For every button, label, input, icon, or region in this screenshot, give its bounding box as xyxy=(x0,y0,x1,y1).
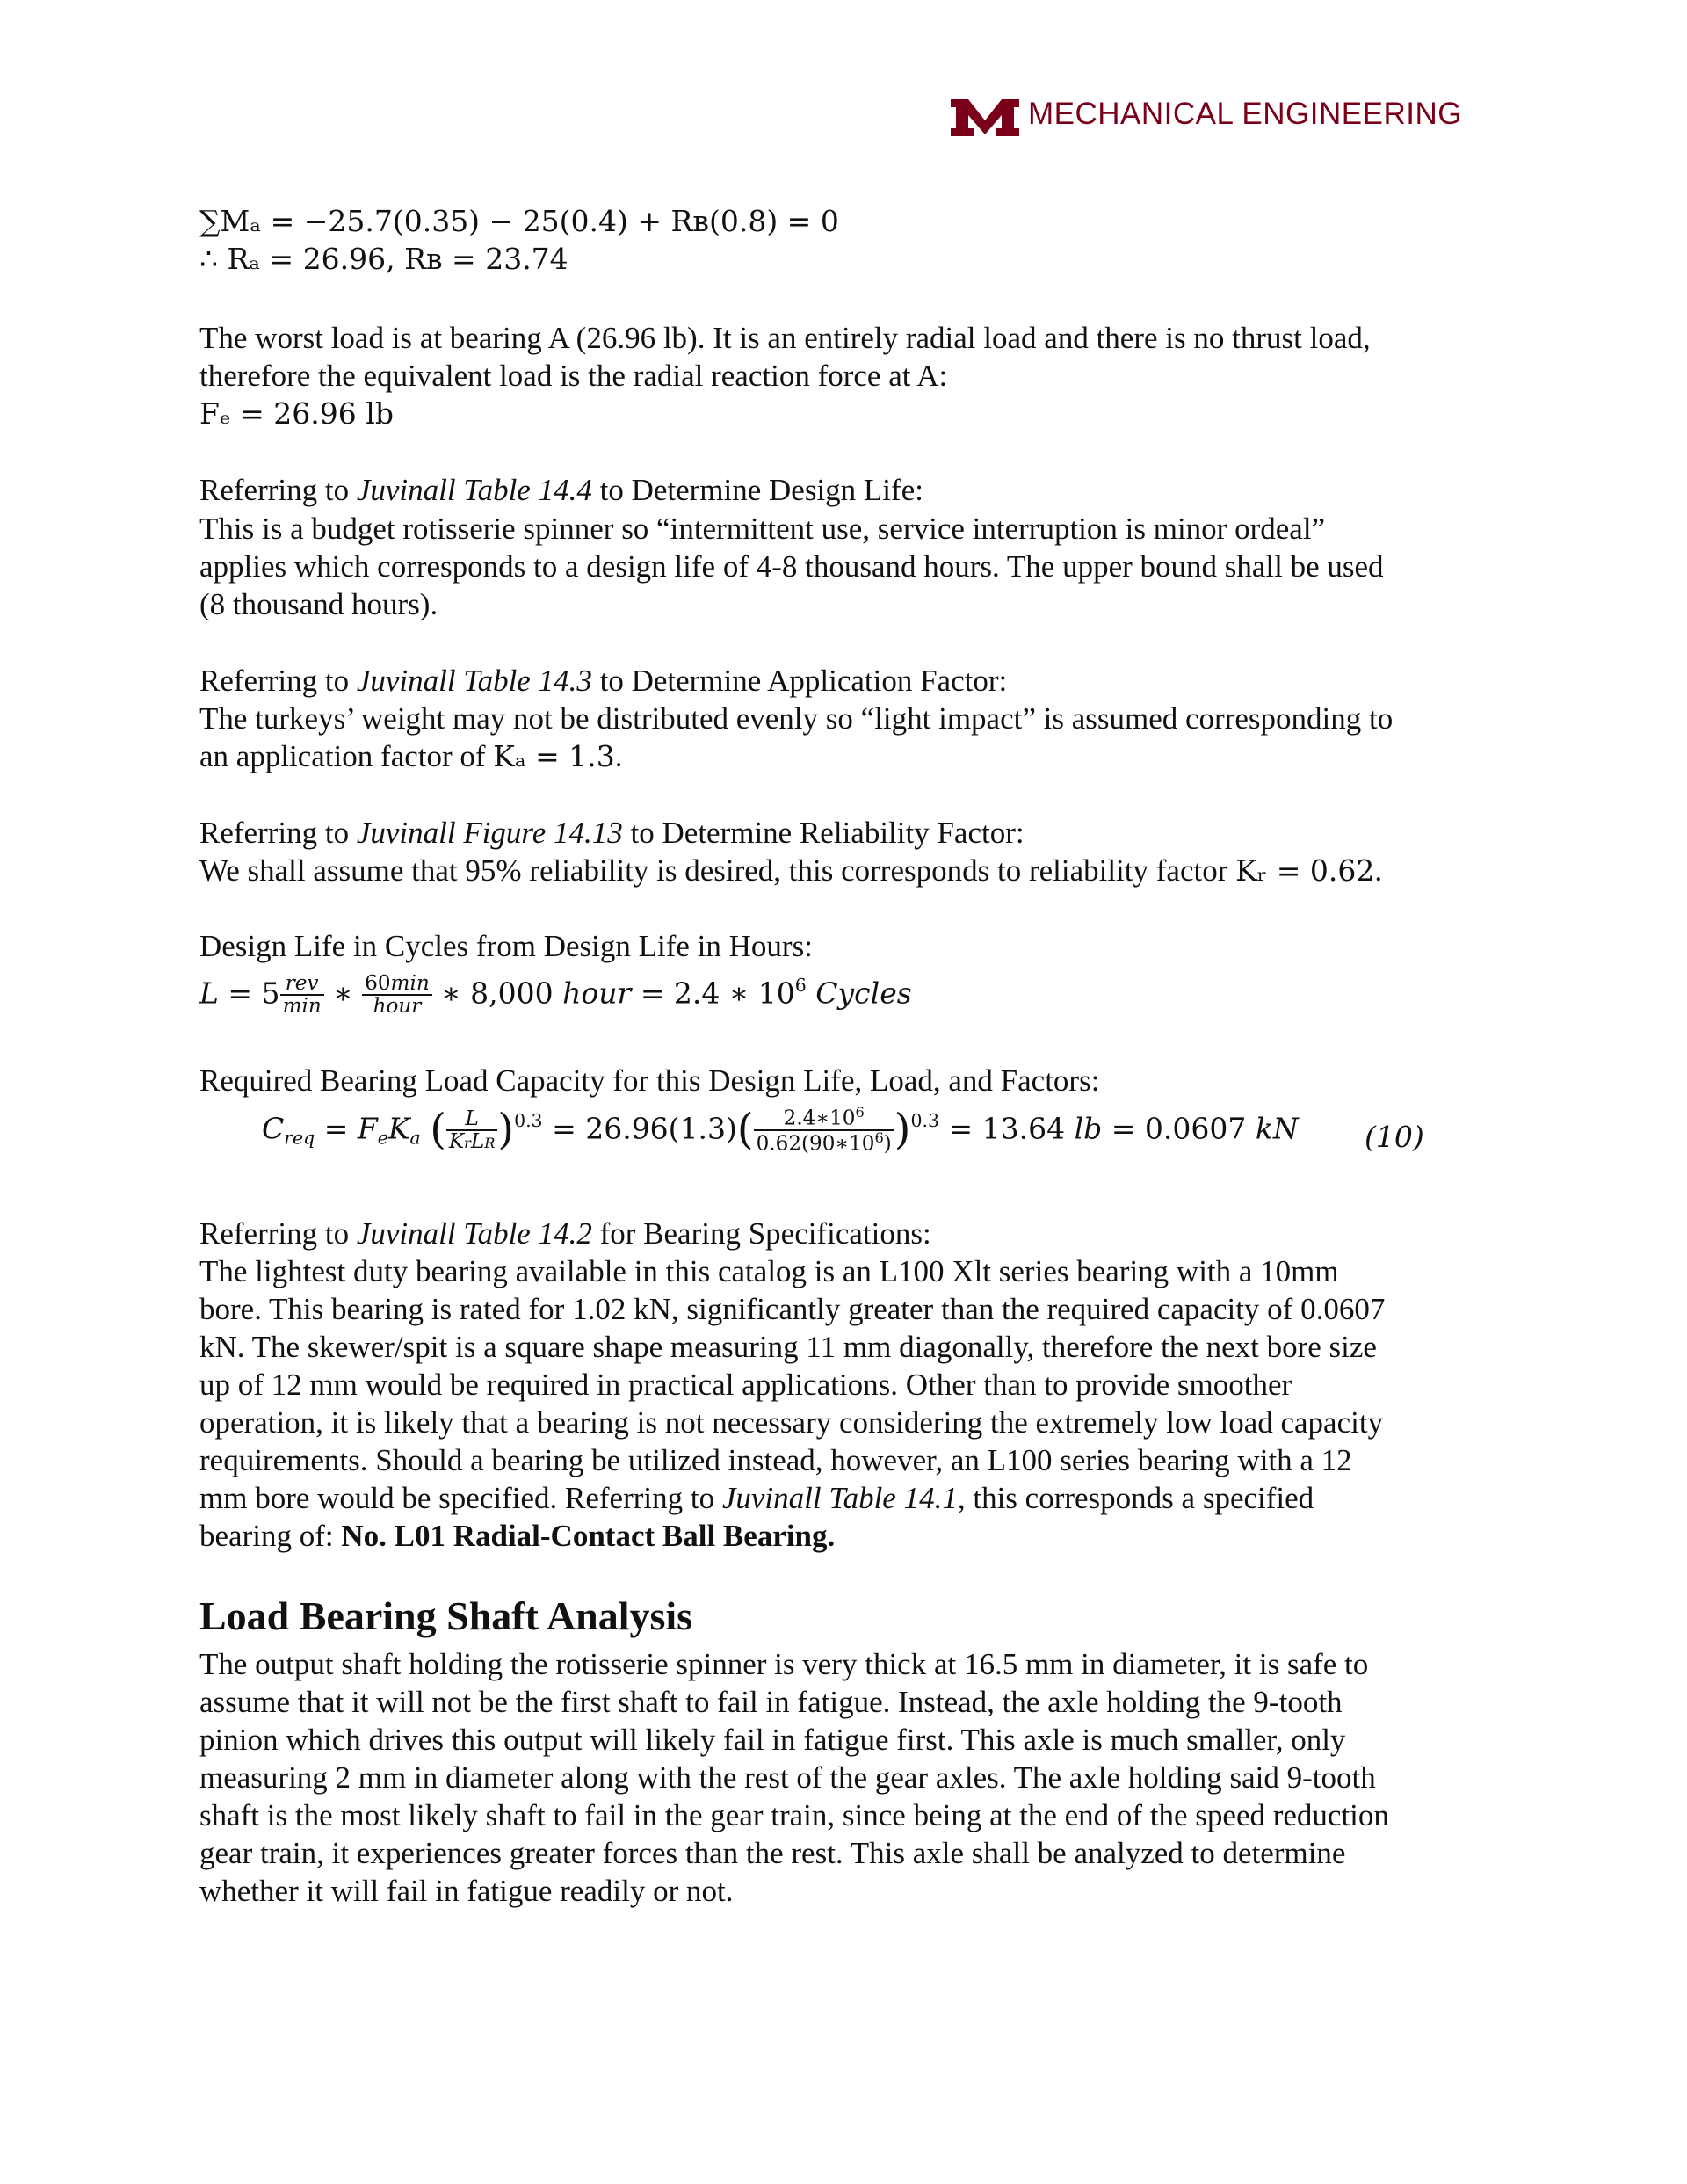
reliability-factor-math: Kᵣ = 0.62 xyxy=(1235,853,1375,888)
design-life-equation: L = 5 $\frac{\text{rev}}{\min}$ ∗ $\frac{60\min}{\text{hour}}$ ∗ 8,000 hour = 2.4 ∗ $10^6$ Cycles xyxy=(199,972,912,1019)
p6-title: Required Bearing Load Capacity for this Design Life, Load, and Factors: xyxy=(199,1063,1100,1098)
p5-title: Design Life in Cycles from Design Life in Hours: xyxy=(199,929,813,963)
text-span: bearing of: xyxy=(199,1519,342,1553)
p4-line-1 xyxy=(199,852,1382,889)
p7-line-3: kN. The skewer/spit is a square shape measuring 11 mm diagonally, therefore the next bore size xyxy=(199,1330,1377,1364)
reference-juvinall-table-14-3: Juvinall Table 14.3 xyxy=(356,664,592,698)
text-span: for Bearing Specifications: xyxy=(591,1216,931,1251)
section-line-5: shaft is the most likely shaft to fail in the gear train, since being at the end of the speed reduction xyxy=(199,1798,1389,1832)
text-span: . xyxy=(1374,853,1383,888)
p7-line-4: up of 12 mm would be required in practical applications. Other than to provide smoother xyxy=(199,1368,1292,1402)
text-span: Referring to xyxy=(199,1216,357,1251)
p7-line-8 xyxy=(199,1517,835,1555)
capacity-equation: $C_{req} = F_eK_a$ ( $\frac{L}{\text{KrLR}}$ )$^{0.3}$ = 26.96(1.3)( $\frac{2.4∗10^6}{0.62(90∗10^6)}$ )$^{0.3}$ = 13.64 lb = 0.0607 kN xyxy=(262,1104,1299,1156)
p2-line-1: This is a budget rotisserie spinner so “intermittent use, service interruption is minor ordeal” xyxy=(199,512,1326,546)
p4-line-0 xyxy=(199,814,1025,852)
p7-line-5: operation, it is likely that a bearing is not necessary considering the extremely low load capacity xyxy=(199,1405,1384,1440)
reference-juvinall-table-14-4: Juvinall Table 14.4 xyxy=(356,473,592,507)
reactions-equation-text: ∴ Rₐ = 26.96, Rʙ = 23.74 xyxy=(199,242,568,276)
text-span: . xyxy=(614,739,623,773)
text-span: to Determine Application Factor: xyxy=(591,664,1008,698)
p2-line-3: (8 thousand hours). xyxy=(199,587,438,621)
text-span: Referring to xyxy=(199,816,357,850)
application-factor-math: Kₐ = 1.3 xyxy=(493,739,615,773)
p2-line-2: applies which corresponds to a design life of 4-8 thousand hours. The upper bound shall be used xyxy=(199,549,1384,584)
section-line-1: The output shaft holding the rotisserie spinner is very thick at 16.5 mm in diameter, it is safe to xyxy=(199,1647,1369,1681)
reference-juvinall-table-14-1: Juvinall Table 14.1 xyxy=(721,1481,958,1515)
p1-line-1: The worst load is at bearing A (26.96 lb). It is an entirely radial load and there is no thrust load, xyxy=(199,321,1371,355)
moment-equation-text: ∑Mₐ = −25.7(0.35) − 25(0.4) + Rʙ(0.8) = 0 xyxy=(199,204,839,238)
p7-line-7 xyxy=(199,1479,1314,1517)
text-span: Referring to xyxy=(199,664,357,698)
equivalent-load-equation: Fₑ = 26.96 lb xyxy=(199,396,394,431)
section-line-4: measuring 2 mm in diameter along with the rest of the gear axles. The axle holding said 9-tooth xyxy=(199,1760,1376,1795)
text-span: an application factor of xyxy=(199,739,494,773)
p7-line-6: requirements. Should a bearing be utilized instead, however, an L100 series bearing with a 12 xyxy=(199,1443,1352,1477)
moment-equation xyxy=(199,202,839,240)
text-span: Referring to xyxy=(199,473,357,507)
university-m-logo-icon xyxy=(951,99,1019,136)
p3-line-1: The turkeys’ weight may not be distributed evenly so “light impact” is assumed corresponding to xyxy=(199,701,1394,736)
p3-line-2 xyxy=(199,737,623,775)
text-span: to Determine Design Life: xyxy=(591,473,923,507)
section-line-6: gear train, it experiences greater forces than the rest. This axle shall be analyzed to determine xyxy=(199,1836,1346,1870)
reference-juvinall-table-14-2: Juvinall Table 14.2 xyxy=(356,1216,592,1251)
specified-bearing: No. L01 Radial-Contact Ball Bearing. xyxy=(341,1519,836,1553)
p7-line-0 xyxy=(199,1215,931,1252)
text-span: We shall assume that 95% reliability is desired, this corresponds to reliability factor xyxy=(199,853,1236,888)
p7-line-1: The lightest duty bearing available in this catalog is an L100 Xlt series bearing with a 10mm xyxy=(199,1254,1339,1288)
section-line-3: pinion which drives this output will likely fail in fatigue first. This axle is much smaller, only xyxy=(199,1723,1346,1757)
reference-juvinall-figure-14-13: Juvinall Figure 14.13 xyxy=(356,816,623,850)
department-title: MECHANICAL ENGINEERING xyxy=(1028,97,1462,131)
section-heading: Load Bearing Shaft Analysis xyxy=(199,1593,693,1638)
text-span: mm bore would be specified. Referring to xyxy=(199,1481,722,1515)
p2-line-0 xyxy=(199,471,923,509)
p7-line-2: bore. This bearing is rated for 1.02 kN, significantly greater than the required capacity of 0.0607 xyxy=(199,1292,1386,1326)
reactions-equation xyxy=(199,240,568,278)
p1-line-2: therefore the equivalent load is the radial reaction force at A: xyxy=(199,359,948,393)
section-line-7: whether it will fail in fatigue readily or not. xyxy=(199,1874,734,1908)
section-line-2: assume that it will not be the first shaft to fail in fatigue. Instead, the axle holding the 9-tooth xyxy=(199,1685,1343,1719)
text-span: to Determine Reliability Factor: xyxy=(622,816,1025,850)
p3-line-0 xyxy=(199,662,1007,700)
equation-number: (10) xyxy=(1365,1120,1424,1154)
text-span: , this corresponds a specified xyxy=(957,1481,1314,1515)
page-header xyxy=(951,95,1495,139)
